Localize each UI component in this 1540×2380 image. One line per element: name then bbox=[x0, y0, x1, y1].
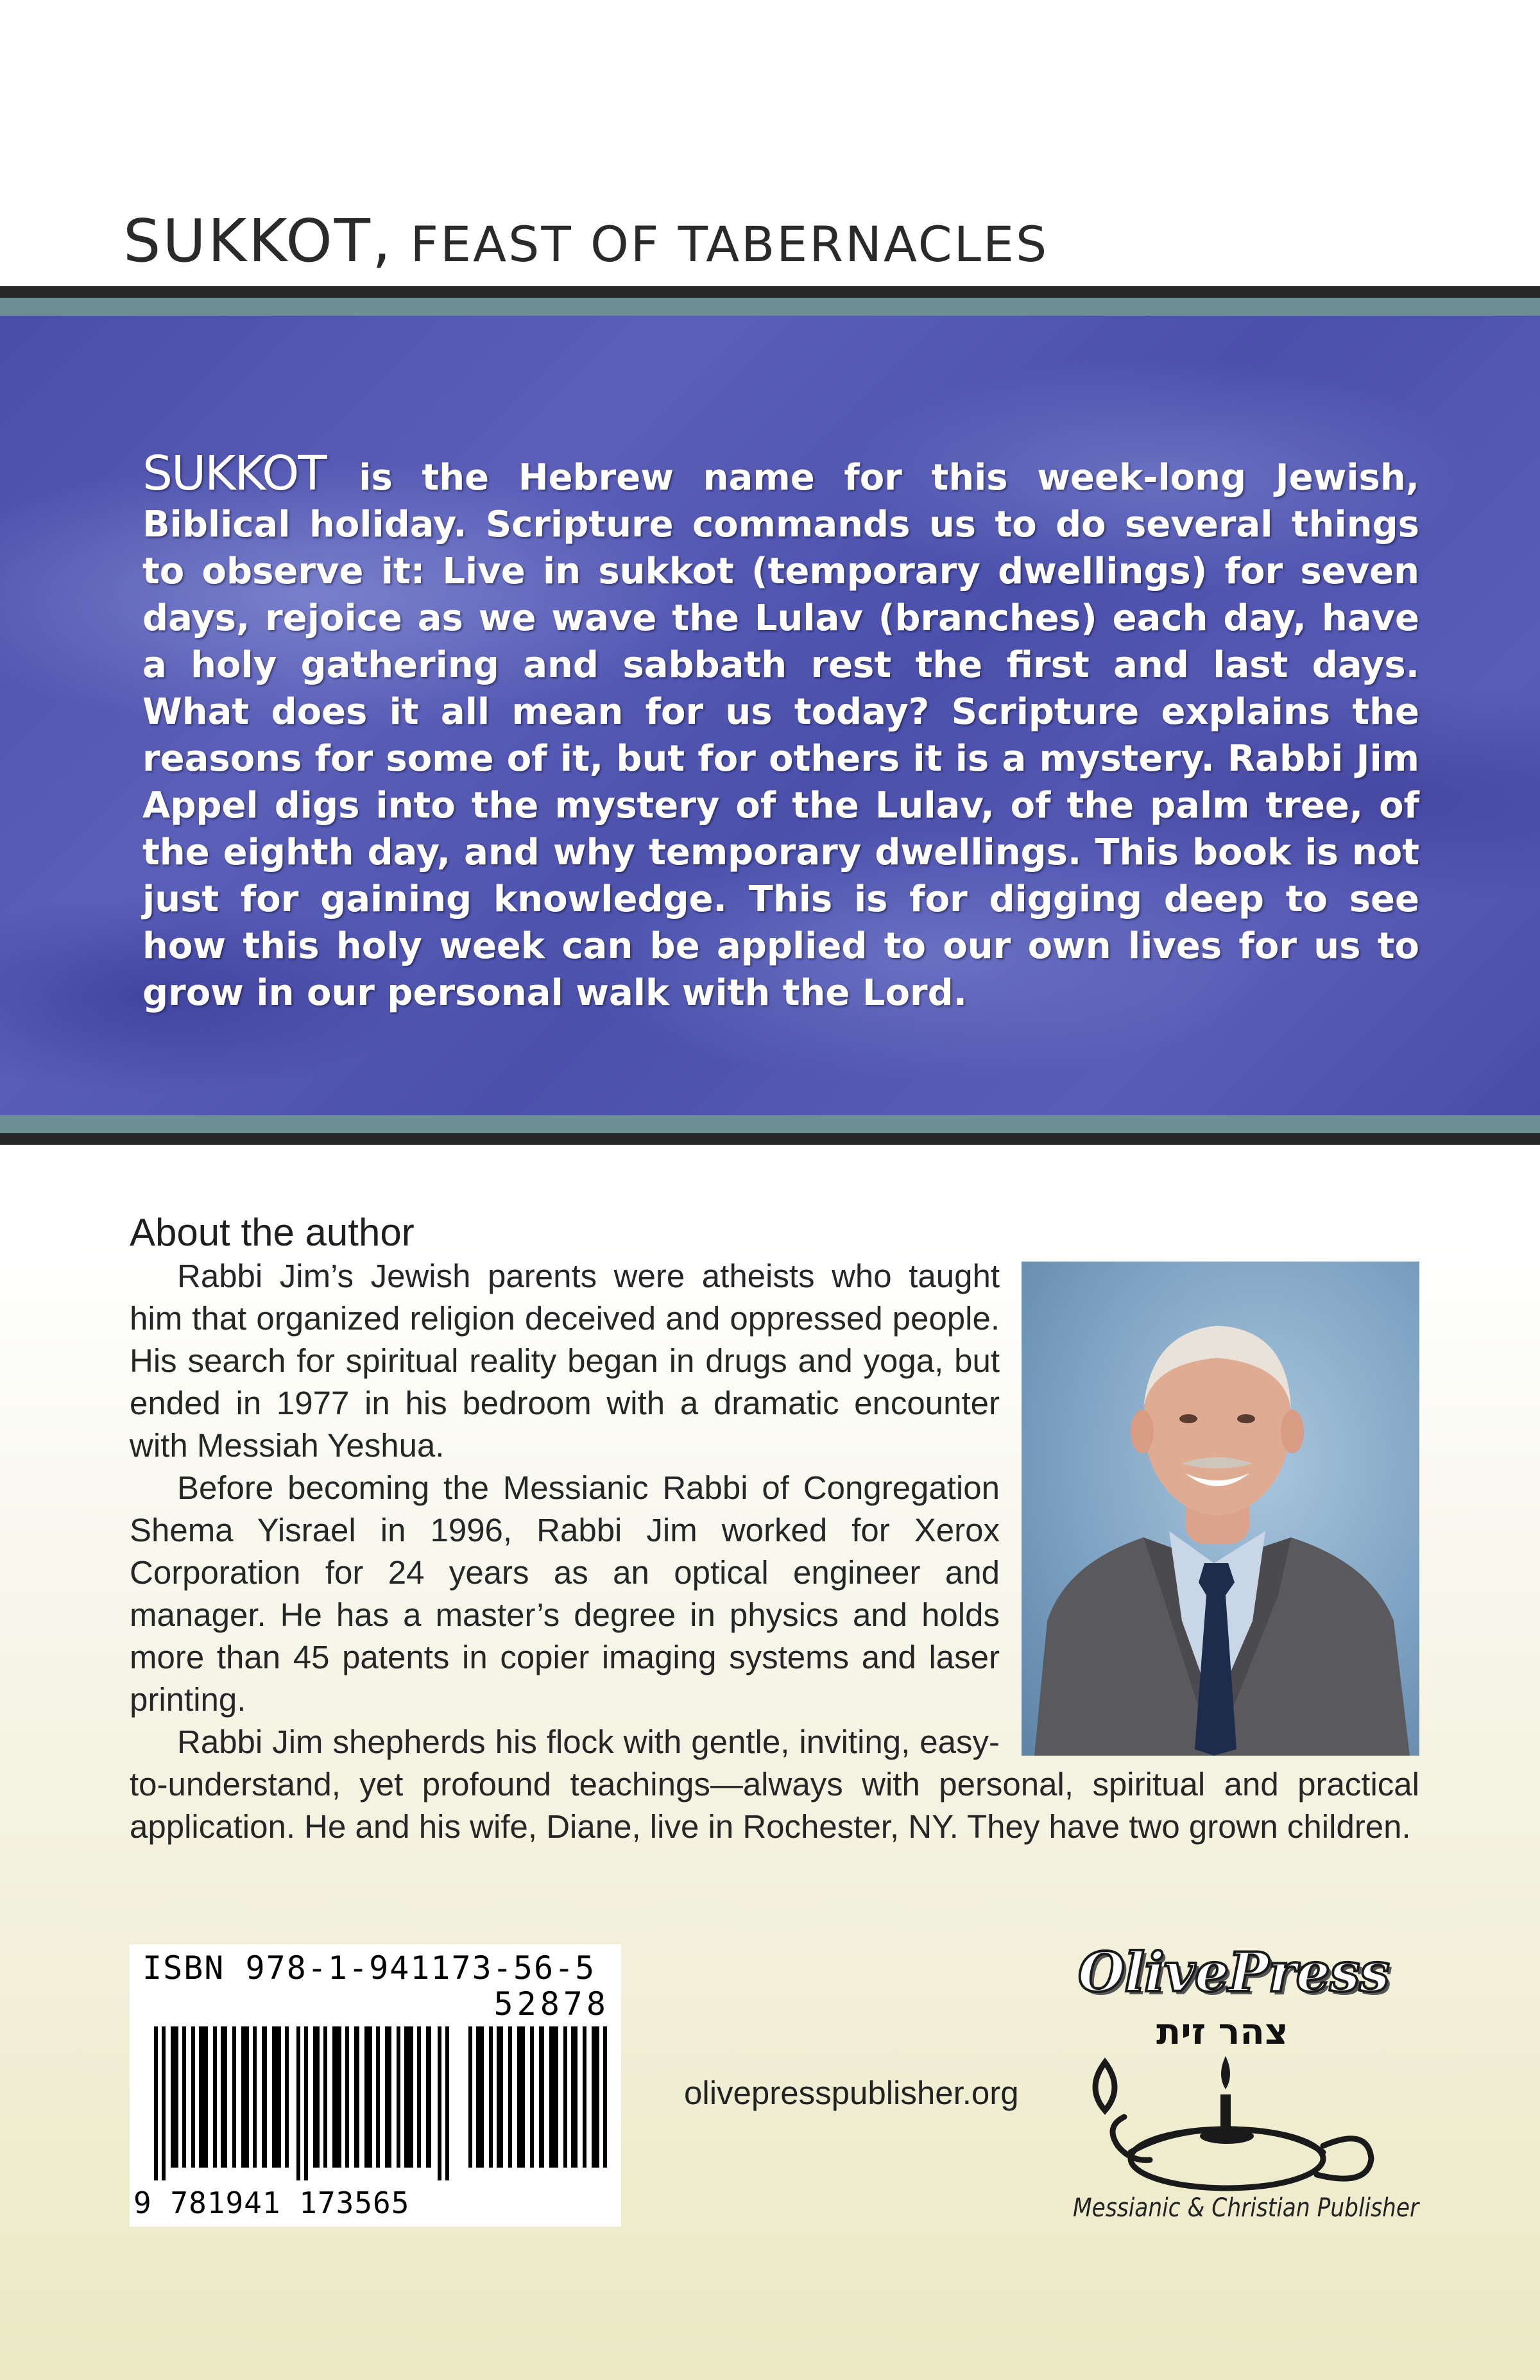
barcode-number: 9 781941 173565 bbox=[133, 2186, 410, 2220]
blurb-body: is the Hebrew name for this week-long Jewish, Biblical holiday. Scripture commands us to do several things to observe it: Live in sukkot (temporary dwellings) for seven days, rejoice as we wave the Lulav (branches) each day, have a holy gathering and sabbath rest the first and last days. What does it all mean for us today? Scripture explains the reasons for some of it, but for others it is a mystery. Rabbi Jim Appel digs into the mystery of the Lulav, of the palm tree, of the eighth day, and why temporary dwellings. This book is not just for gaining knowledge. This is for digging deep to see how this holy week can be applied to our own lives for us to grow in our personal walk with the Lord. bbox=[142, 457, 1419, 1014]
bio-paragraph-3: Rabbi Jim shepherds his flock with gentle, inviting, easy-to-understand, yet profound teachings—always with personal, spiritual and practical application. He and his wife, Diane, live in Rochester, NY. They have two grown children. bbox=[130, 1724, 1419, 1845]
bio-paragraph-1: Rabbi Jim’s Jewish parents were atheists who taught him that organized religion deceived and oppressed people. His search for spiritual reality began in drugs and yoga, but ended in 1977 in his bedroom with a dramatic encounter with Messiah Yeshua. bbox=[130, 1258, 1000, 1464]
isbn-barcode bbox=[130, 1944, 621, 2227]
isbn-label: ISBN 978-1-941173-56-5 bbox=[142, 1949, 596, 1987]
author-photo bbox=[1022, 1262, 1419, 1756]
ean-barcode-bars bbox=[154, 2026, 456, 2180]
publisher-tagline: Messianic & Christian Publisher bbox=[1073, 2193, 1419, 2223]
author-bio bbox=[130, 1255, 1419, 1848]
bottom-teal-stripe bbox=[0, 1115, 1540, 1133]
title-first-word: SUKKOT, bbox=[123, 207, 393, 275]
top-dark-stripe bbox=[0, 286, 1540, 298]
top-teal-stripe bbox=[0, 298, 1540, 316]
olive-press-logo bbox=[1052, 1940, 1412, 2236]
title-rest: FEAST OF TABERNACLES bbox=[393, 216, 1049, 273]
author-portrait-icon bbox=[1022, 1262, 1419, 1756]
price-code: 52878 bbox=[493, 1985, 610, 2023]
about-heading: About the author bbox=[130, 1211, 415, 1254]
price-addon-bars bbox=[468, 2026, 610, 2168]
blurb-panel bbox=[0, 316, 1540, 1115]
publisher-website: olivepresspublisher.org bbox=[684, 2075, 1019, 2111]
logo-wordmark: OlivePress bbox=[1078, 1940, 1389, 2004]
blurb-text bbox=[142, 446, 1419, 1016]
oil-lamp-icon bbox=[1079, 2050, 1381, 2197]
bottom-dark-stripe bbox=[0, 1133, 1540, 1145]
book-title bbox=[123, 207, 1048, 275]
bio-paragraph-2: Before becoming the Messianic Rabbi of Congregation Shema Yisrael in 1996, Rabbi Jim worked for Xerox Corporation for 24 years as an optical engineer and manager. He has a master’s degree in physics and holds more than 45 patents in copier imaging systems and laser printing. bbox=[130, 1469, 1000, 1718]
logo-hebrew-text: צהר זית bbox=[1156, 2011, 1288, 2053]
blurb-lead-word: SUKKOT bbox=[142, 446, 326, 501]
